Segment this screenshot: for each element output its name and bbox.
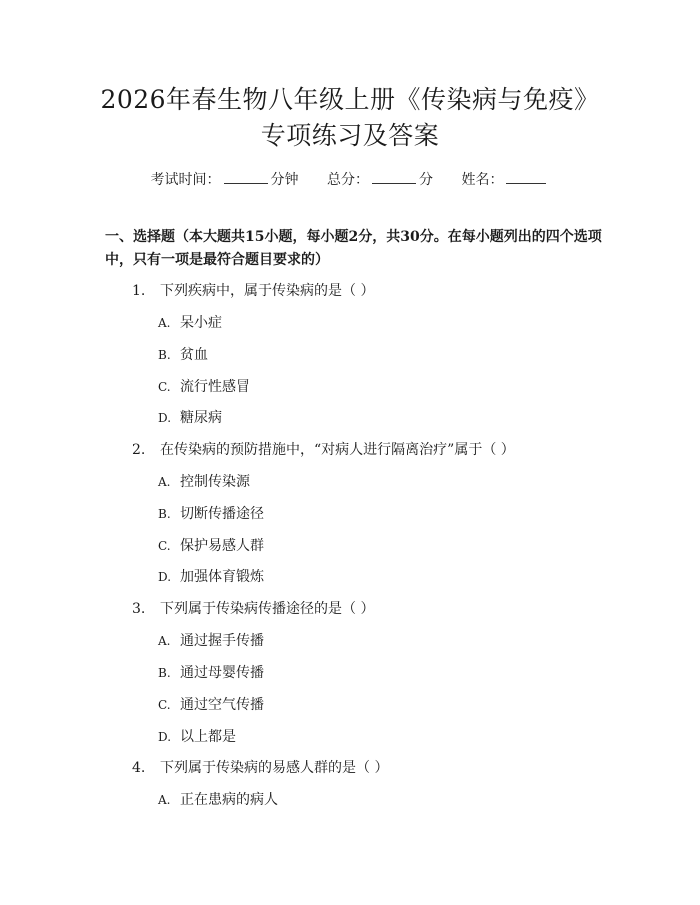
option-letter: A. [158, 634, 171, 648]
total-score-unit: 分 [419, 172, 433, 188]
question-text: 下列属于传染病传播途径的是（ ） [160, 601, 375, 617]
option-text: 通过母婴传播 [180, 665, 264, 681]
exam-time-label: 考试时间： [150, 172, 221, 188]
exam-time-blank[interactable] [224, 169, 268, 184]
option-letter: A. [158, 793, 171, 807]
total-score-blank[interactable] [372, 169, 416, 184]
option-letter: D. [158, 570, 172, 584]
question-text: 下列疾病中，属于传染病的是（ ） [160, 283, 375, 299]
option-text: 加强体育锻炼 [180, 569, 264, 585]
question-3-option-d[interactable] [158, 727, 236, 747]
question-number: 2. [132, 442, 146, 458]
question-3-option-b[interactable] [158, 663, 264, 683]
question-1-option-a[interactable] [158, 313, 222, 333]
question-text: 在传染病的预防措施中，“对病人进行隔离治疗”属于（ ） [160, 442, 515, 458]
total-score-field [327, 169, 433, 190]
option-text: 贫血 [180, 347, 208, 363]
option-letter: C. [158, 380, 171, 394]
document-title-line2: 专项练习及答案 [260, 121, 440, 150]
question-4-option-a[interactable] [158, 790, 278, 810]
option-letter: B. [158, 666, 171, 680]
option-letter: C. [158, 539, 171, 553]
option-text: 流行性感冒 [180, 379, 250, 395]
option-text: 糖尿病 [180, 410, 222, 426]
total-score-label: 总分： [327, 172, 369, 188]
student-name-field [461, 169, 549, 190]
question-2-option-c[interactable] [158, 536, 264, 556]
question-1-option-c[interactable] [158, 377, 250, 397]
question-number: 3. [132, 601, 146, 617]
document-title-line1: 2026年春生物八年级上册《传染病与免疫》 [100, 85, 600, 114]
option-text: 以上都是 [180, 729, 236, 745]
option-text: 控制传染源 [180, 474, 250, 490]
option-letter: C. [158, 698, 171, 712]
option-letter: B. [158, 348, 171, 362]
option-text: 呆小症 [180, 315, 222, 331]
question-number: 1. [132, 283, 146, 299]
option-letter: A. [158, 475, 171, 489]
option-text: 保护易感人群 [180, 538, 264, 554]
question-text: 下列属于传染病的易感人群的是（ ） [160, 760, 389, 776]
option-letter: D. [158, 730, 172, 744]
question-1-option-d[interactable] [158, 408, 222, 428]
question-2-option-b[interactable] [158, 504, 264, 524]
option-text: 通过握手传播 [180, 633, 264, 649]
section-heading: 一、选择题（本大题共15小题，每小题2分，共30分。在每小题列出的四个选项中，只有一项是最符合题目要求的） [105, 229, 602, 268]
question-2-option-d[interactable] [158, 567, 264, 587]
option-text: 切断传播途径 [180, 506, 264, 522]
exam-time-unit: 分钟 [270, 172, 299, 188]
question-3-option-a[interactable] [158, 631, 264, 651]
option-text: 通过空气传播 [180, 697, 264, 713]
question-3-option-c[interactable] [158, 695, 264, 715]
question-number: 4. [132, 760, 146, 776]
question-2-option-a[interactable] [158, 472, 250, 492]
student-name-label: 姓名： [461, 172, 504, 188]
option-text: 正在患病的病人 [180, 792, 278, 808]
option-letter: A. [158, 316, 171, 330]
question-1-option-b[interactable] [158, 345, 208, 365]
student-name-blank[interactable] [506, 169, 546, 184]
option-letter: B. [158, 507, 171, 521]
exam-time-field [151, 169, 299, 190]
option-letter: D. [158, 411, 172, 425]
exam-info-line [0, 169, 700, 190]
